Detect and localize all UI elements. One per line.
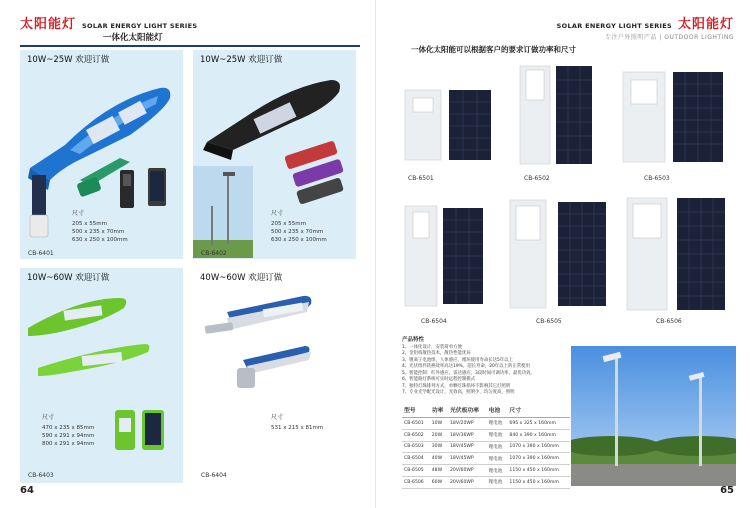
panel-spec	[42, 414, 94, 448]
table-cell: 1070 x 390 x 160mm	[507, 453, 570, 465]
table-row	[402, 476, 570, 488]
product-6504	[401, 200, 511, 315]
product-code-6506: CB-6506	[656, 318, 682, 325]
table-cell: 锂电池	[487, 418, 508, 430]
panel-code-6404: CB-6404	[201, 472, 227, 479]
panel-code: CB-6401	[28, 250, 54, 257]
product-6506-image	[621, 194, 736, 316]
product-code-6501: CB-6501	[408, 175, 434, 182]
grey-street-light-image	[193, 268, 356, 483]
table-cell: 锂电池	[487, 476, 508, 488]
table-cell: 1150 x 450 x 160mm	[507, 465, 570, 477]
feature-line: 5、智能控制：红外感应、雷达感应，3段时间可调功率，最优功效。	[402, 370, 535, 376]
spec-table	[402, 403, 570, 489]
spec-line: 500 x 235 x 70mm	[72, 229, 125, 235]
product-features	[402, 337, 567, 397]
panel-spec	[271, 414, 323, 432]
right-page-number: 65	[720, 485, 734, 496]
left-page-number: 64	[20, 485, 34, 496]
table-cell: CB-6501	[402, 418, 430, 430]
spec-line: 205 x 55mm	[271, 221, 306, 227]
table-cell: CB-6506	[402, 476, 430, 488]
product-6506	[621, 194, 736, 316]
col-model: 型号	[402, 403, 430, 418]
product-code-6502: CB-6502	[524, 175, 550, 182]
table-row	[402, 465, 570, 477]
table-cell: CB-6502	[402, 429, 430, 441]
table-row	[402, 453, 570, 465]
product-code-6504: CB-6504	[421, 318, 447, 325]
left-brand-title: 太阳能灯	[20, 17, 77, 32]
table-cell: 1150 x 450 x 160mm	[507, 476, 570, 488]
table-cell: 20V/60WP	[448, 476, 487, 488]
feature-line: 3、锂离子电池组，人体感应，循环使用寿命长达5年以上	[402, 357, 513, 363]
table-cell: 40W	[430, 453, 448, 465]
spec-line: 531 x 215 x 81mm	[271, 425, 324, 431]
table-row	[402, 441, 570, 453]
table-row	[402, 418, 570, 430]
feature-line: 6、智能路灯系统可实时远程控制模式	[402, 377, 476, 382]
table-cell: 20W	[430, 429, 448, 441]
product-code-6505: CB-6505	[536, 318, 562, 325]
panel-title: 10W~25W 欢迎订做	[200, 55, 283, 65]
product-6501	[401, 62, 511, 172]
product-6501-image	[401, 62, 511, 172]
right-brand-series: SOLAR ENERGY LIGHT SERIES	[556, 22, 672, 30]
table-cell: 18V/20WP	[448, 418, 487, 430]
panel-title: 40W~60W 欢迎订做	[200, 273, 283, 283]
right-heading: 一体化太阳能可以根据客户的要求订做功率和尺寸	[411, 45, 576, 54]
spec-line: 590 x 291 x 94mm	[42, 433, 95, 439]
table-cell: 20V/60WP	[448, 465, 487, 477]
spec-title: 尺寸	[42, 414, 55, 421]
product-panel-6403	[20, 268, 183, 483]
spec-title: 尺寸	[72, 210, 85, 217]
spec-line: 800 x 291 x 94mm	[42, 441, 95, 447]
right-subtitle: 专注户外照明产品 | OUTDOOR LIGHTING	[604, 34, 734, 41]
feature-line: 7、独特灯珠排列方式，单颗灯珠损坏不影响其它灯照明	[402, 383, 511, 389]
right-page	[375, 0, 750, 508]
table-row	[402, 429, 570, 441]
left-header-rule	[20, 45, 360, 47]
table-cell: 48W	[430, 465, 448, 477]
table-cell: 锂电池	[487, 465, 508, 477]
table-cell: 695 x 325 x 160mm	[507, 418, 570, 430]
spec-line: 470 x 235 x 85mm	[42, 425, 95, 431]
product-6505	[506, 196, 621, 316]
table-cell: 10W	[430, 418, 448, 430]
table-cell: 60W	[430, 476, 448, 488]
col-battery: 电池	[487, 403, 508, 418]
panel-code-6403: CB-6403	[28, 472, 54, 479]
product-panel-6401	[20, 50, 183, 259]
left-brand	[20, 13, 197, 32]
table-cell: CB-6505	[402, 465, 430, 477]
table-cell: 30W	[430, 441, 448, 453]
spec-line: 500 x 235 x 70mm	[271, 229, 324, 235]
product-6505-image	[506, 196, 621, 316]
table-header-row	[402, 403, 570, 418]
panel-title: 10W~25W 欢迎订做	[27, 55, 110, 65]
right-brand	[557, 13, 734, 32]
table-cell: CB-6504	[402, 453, 430, 465]
product-6502-image	[516, 62, 626, 172]
col-power: 功率	[430, 403, 448, 418]
spec-line: 630 x 250 x 100mm	[72, 237, 128, 243]
spec-title: 尺寸	[271, 210, 284, 217]
features-title: 产品特性	[402, 337, 425, 343]
product-panel-6404	[193, 268, 356, 483]
table-cell: 锂电池	[487, 453, 508, 465]
right-brand-title: 太阳能灯	[677, 17, 734, 32]
feature-line: 4、光伏组件转换效率高达19%，超长寿命，20年以上的正常使用	[402, 364, 530, 369]
col-panel-power: 光伏板功率	[448, 403, 487, 418]
green-street-light-image	[20, 268, 183, 483]
left-brand-series: SOLAR ENERGY LIGHT SERIES	[82, 22, 198, 30]
feature-line: 1、一体化设计，安装简单方便	[402, 344, 462, 350]
table-cell: 18V/36WP	[448, 429, 487, 441]
spec-line: 205 x 55mm	[72, 221, 107, 227]
table-cell: 锂电池	[487, 429, 508, 441]
panel-spec	[72, 210, 128, 244]
product-6502	[516, 62, 626, 172]
product-code-6503: CB-6503	[644, 175, 670, 182]
spec-line: 630 x 250 x 100mm	[271, 237, 327, 243]
feature-line: 2、金铝构散热技术，散热性能优异	[402, 351, 471, 356]
installed-street-light-photo	[571, 346, 736, 486]
product-6504-image	[401, 200, 511, 315]
panel-spec	[271, 210, 327, 244]
col-size: 尺寸	[507, 403, 570, 418]
table-cell: 18V/45WP	[448, 453, 487, 465]
product-panel-6402	[193, 50, 356, 259]
table-cell: 锂电池	[487, 441, 508, 453]
product-6503	[621, 62, 736, 172]
table-cell: 840 x 390 x 160mm	[507, 429, 570, 441]
panel-title: 10W~60W 欢迎订做	[27, 273, 110, 283]
table-cell: 18V/45WP	[448, 441, 487, 453]
left-subtitle: 一体化太阳能灯	[103, 33, 163, 43]
panel-code: CB-6402	[201, 250, 227, 257]
feature-line: 7、专业光学配光设计，光效高，照明少，均匀度高，照明	[402, 390, 515, 395]
product-6503-image	[621, 62, 736, 172]
table-cell: CB-6503	[402, 441, 430, 453]
table-cell: 1070 x 390 x 160mm	[507, 441, 570, 453]
spec-title: 尺寸	[271, 414, 284, 421]
